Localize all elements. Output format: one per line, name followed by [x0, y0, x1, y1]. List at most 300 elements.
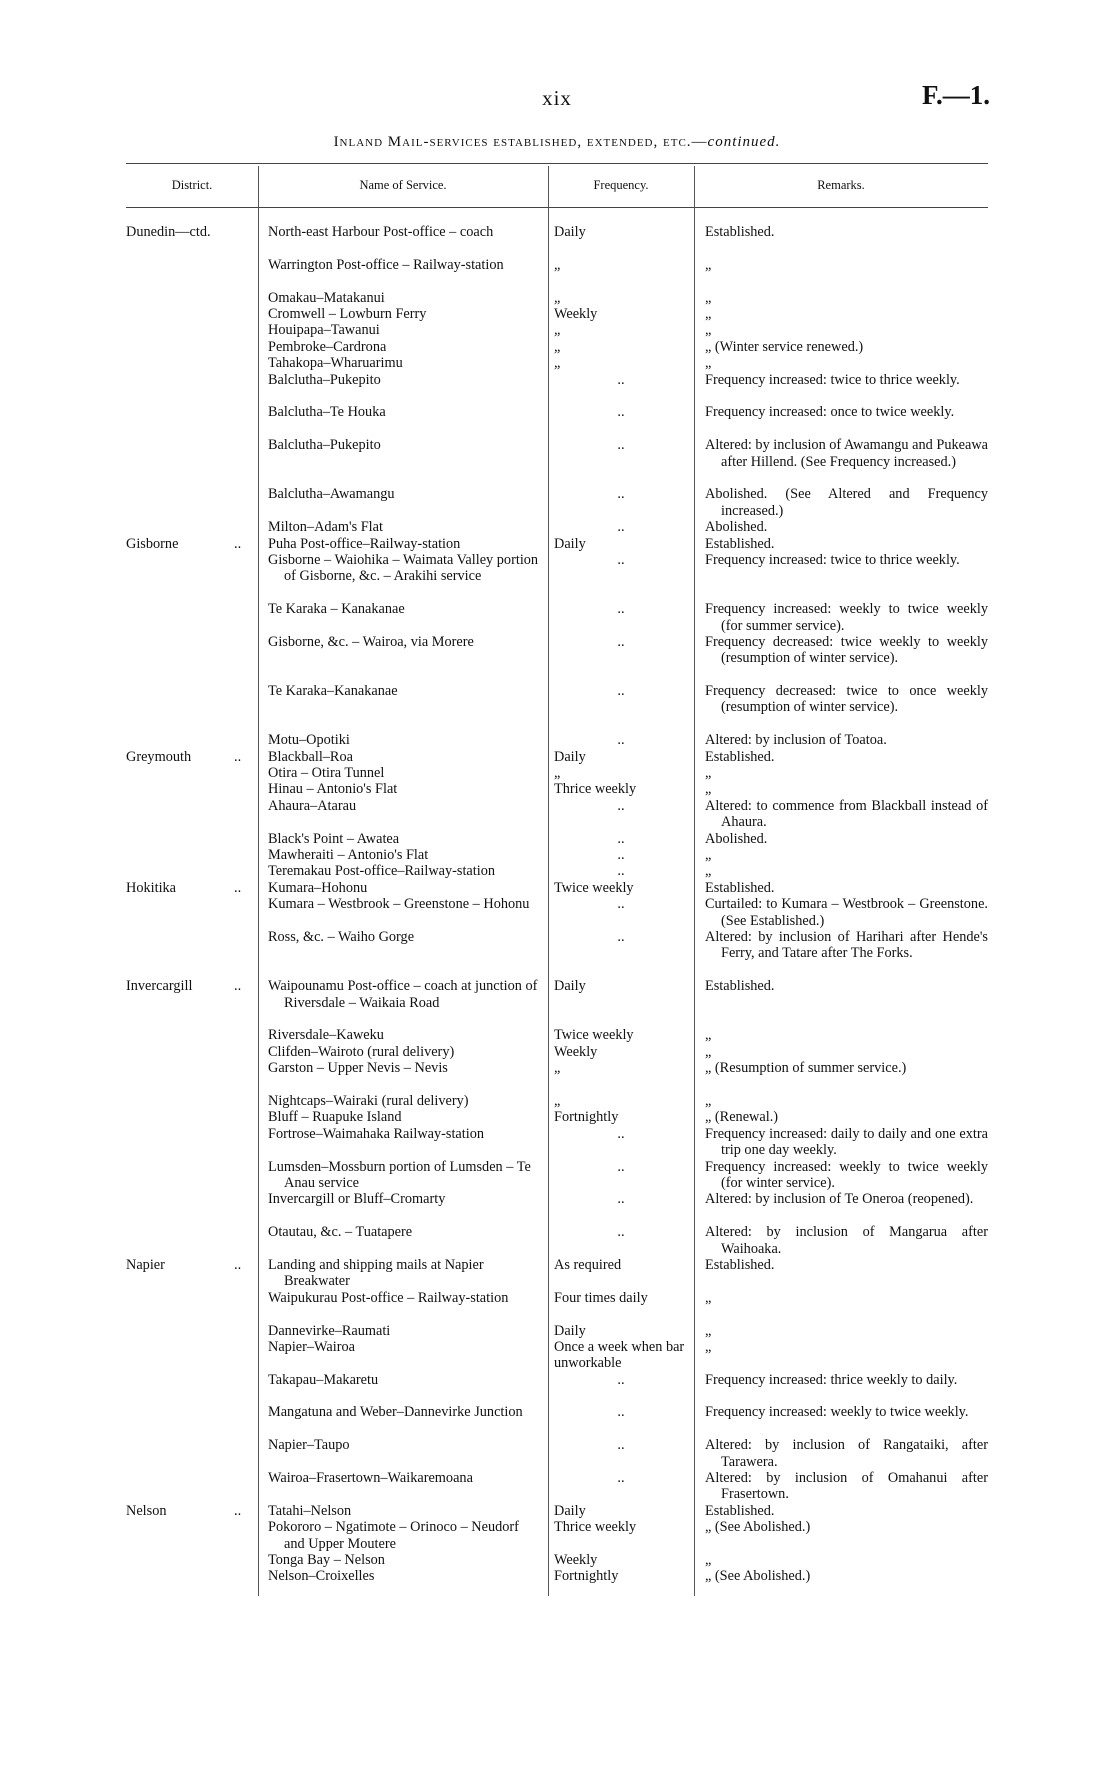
remarks-text: Abolished. (See Altered and Frequency increased.) [705, 486, 988, 519]
frequency-text: .. [617, 486, 625, 503]
table-row [0, 1470, 1114, 1503]
table-row [0, 1159, 1114, 1192]
remarks-text: „ [705, 1043, 712, 1060]
service-name-text: Balclutha–Pukepito [268, 437, 381, 454]
table-row [0, 1552, 1114, 1568]
service-name-text: Napier–Wairoa [268, 1338, 355, 1355]
frequency-text: .. [617, 633, 625, 650]
table-row [0, 1044, 1114, 1060]
frequency-cell [554, 552, 688, 568]
service-name-text: Motu–Opotiki [268, 732, 350, 749]
frequency-cell [554, 683, 688, 699]
service-name-text: Tatahi–Nelson [268, 1502, 352, 1519]
remarks-text: Established. [705, 978, 775, 995]
frequency-cell [554, 1503, 688, 1519]
service-name-cell [268, 536, 540, 552]
service-name-text: Dannevirke–Raumati [268, 1322, 391, 1339]
frequency-cell [554, 1159, 688, 1175]
service-name-cell [268, 798, 540, 814]
remarks-cell [705, 1044, 988, 1060]
frequency-text: .. [617, 732, 625, 749]
remarks-text: „ [705, 1092, 712, 1109]
table-row [0, 306, 1114, 322]
service-name-text: Waipounamu Post-office – coach at junction of Riversdale – Waikaia Road [268, 978, 538, 1011]
table-row [0, 1224, 1114, 1257]
service-name-text: Waipukurau Post-office – Railway-station [268, 1289, 509, 1306]
frequency-text: Four times daily [554, 1289, 648, 1306]
remarks-cell [705, 929, 988, 962]
remarks-text: Altered: by inclusion of Mangarua after Waihoaka. [705, 1224, 988, 1257]
service-name-cell [268, 1437, 540, 1453]
remarks-cell [705, 847, 988, 863]
frequency-text: Daily [554, 224, 586, 240]
service-name-cell [268, 978, 540, 1011]
table-row [0, 896, 1114, 929]
table-row [0, 765, 1114, 781]
service-name-text: Pokororo – Ngatimote – Orinoco – Neudorf and Upper Moutere [268, 1519, 519, 1552]
frequency-text: Thrice weekly [554, 781, 637, 798]
remarks-cell [705, 1372, 988, 1388]
table-row [0, 1519, 1114, 1552]
remarks-text: „ [705, 1027, 712, 1044]
remarks-text: Frequency increased: weekly to twice weekly (for winter service). [705, 1158, 988, 1191]
remarks-cell [705, 536, 988, 552]
remarks-cell [705, 1159, 988, 1192]
remarks-cell [705, 1470, 988, 1503]
table-row [0, 1323, 1114, 1339]
remarks-text: Frequency increased: once to twice weekly. [705, 404, 955, 421]
frequency-cell [554, 1519, 688, 1535]
page-title [0, 134, 1114, 151]
service-name-text: Mangatuna and Weber–Dannevirke Junction [268, 1404, 523, 1421]
service-name-text: Takapau–Makaretu [268, 1371, 379, 1388]
remarks-cell [705, 1093, 988, 1109]
frequency-text: .. [617, 1371, 625, 1388]
remarks-cell [705, 339, 988, 355]
frequency-text: Daily [554, 1322, 586, 1339]
frequency-cell [554, 536, 688, 552]
remarks-cell [705, 1437, 988, 1470]
frequency-text: Weekly [554, 1043, 598, 1060]
service-name-cell [268, 880, 540, 896]
service-name-cell [268, 1404, 540, 1420]
remarks-text: Established. [705, 1256, 775, 1273]
remarks-cell [705, 781, 988, 797]
service-name-text: Ross, &c. – Waiho Gorge [268, 928, 415, 945]
service-name-cell [268, 1503, 540, 1519]
remarks-text: „ [705, 322, 712, 339]
remarks-cell [705, 1552, 988, 1568]
frequency-cell [554, 765, 688, 781]
frequency-cell [554, 831, 688, 847]
header-top-rule [126, 163, 988, 164]
table-row [0, 486, 1114, 519]
frequency-cell [554, 1437, 688, 1453]
table-row [0, 863, 1114, 879]
frequency-text: Thrice weekly [554, 1519, 637, 1536]
frequency-cell [554, 306, 688, 322]
remarks-cell [705, 437, 988, 470]
service-name-cell [268, 765, 540, 781]
frequency-cell [554, 1404, 688, 1420]
remarks-text: Altered: by inclusion of Rangataiki, after Tarawera. [705, 1437, 988, 1470]
frequency-cell [554, 1093, 688, 1109]
frequency-cell [554, 339, 688, 355]
service-name-cell [268, 1224, 540, 1240]
service-name-text: Bluff – Ruapuke Island [268, 1109, 402, 1126]
service-name-cell [268, 929, 540, 945]
remarks-text: Frequency increased: thrice weekly to daily. [705, 1371, 958, 1388]
frequency-cell [554, 322, 688, 338]
district-cell: Nelson .. [126, 1502, 242, 1519]
frequency-cell [554, 1126, 688, 1142]
frequency-text: „ [554, 338, 561, 355]
service-name-text: Hinau – Antonio's Flat [268, 781, 398, 798]
service-name-text: Puha Post-office–Railway-station [268, 535, 461, 552]
frequency-cell [554, 372, 688, 388]
remarks-text: „ [705, 305, 712, 322]
remarks-text: „ [705, 1289, 712, 1306]
frequency-text: .. [617, 1404, 625, 1421]
frequency-text: „ [554, 256, 561, 273]
remarks-text: „ (See Abolished.) [705, 1568, 811, 1585]
service-name-text: Balclutha–Awamangu [268, 486, 395, 503]
service-name-text: Te Karaka – Kanakanae [268, 601, 405, 618]
frequency-text: „ [554, 1060, 561, 1077]
table-row [0, 1027, 1114, 1043]
remarks-text: Established. [705, 1502, 775, 1519]
remarks-cell [705, 1060, 988, 1076]
remarks-text: Established. [705, 748, 775, 765]
frequency-text: .. [617, 1437, 625, 1454]
remarks-cell [705, 732, 988, 748]
service-name-text: Gisborne, &c. – Wairoa, via Morere [268, 633, 474, 650]
service-name-text: Gisborne – Waiohika – Waimata Valley portion of Gisborne, &c. – Arakihi service [268, 551, 539, 585]
table-row [0, 290, 1114, 306]
service-name-cell [268, 339, 540, 355]
service-name-cell [268, 896, 540, 912]
service-name-cell [268, 1519, 540, 1552]
service-name-cell [268, 552, 540, 585]
remarks-text: Frequency decreased: twice weekly to weekly (resumption of winter service). [705, 633, 988, 667]
frequency-text: .. [617, 1191, 625, 1208]
table-row [0, 847, 1114, 863]
service-name-cell [268, 683, 540, 699]
remarks-cell [705, 1339, 988, 1355]
frequency-cell [554, 732, 688, 748]
remarks-cell [705, 486, 988, 519]
service-name-cell [268, 634, 540, 650]
remarks-text: „ (Winter service renewed.) [705, 338, 864, 355]
frequency-cell [554, 880, 688, 896]
remarks-cell [705, 1568, 988, 1584]
remarks-cell [705, 765, 988, 781]
remarks-text: Frequency decreased: twice to once weekly (resumption of winter service). [705, 683, 988, 716]
frequency-cell [554, 1027, 688, 1043]
service-name-text: Pembroke–Cardrona [268, 338, 387, 355]
frequency-text: As required [554, 1256, 622, 1273]
table-row [0, 1339, 1114, 1372]
frequency-text: Fortnightly [554, 1109, 619, 1126]
service-name-cell [268, 519, 540, 535]
frequency-cell [554, 1109, 688, 1125]
service-name-text: Kumara – Westbrook – Greenstone – Hohonu [268, 896, 530, 913]
remarks-cell [705, 1323, 988, 1339]
table-row [0, 536, 1114, 552]
district-text: Nelson [126, 1502, 167, 1519]
table-row [0, 1372, 1114, 1405]
remarks-cell [705, 831, 988, 847]
frequency-text: Weekly [554, 305, 598, 322]
remarks-text: Abolished. [705, 519, 768, 536]
remarks-text: Altered: by inclusion of Toatoa. [705, 732, 887, 749]
table-row [0, 257, 1114, 290]
frequency-text: .. [617, 830, 625, 847]
service-name-text: Blackball–Roa [268, 748, 353, 765]
service-name-cell [268, 831, 540, 847]
frequency-cell [554, 1290, 688, 1306]
frequency-text: „ [554, 289, 561, 306]
frequency-text: .. [617, 847, 625, 864]
remarks-text: Altered: by inclusion of Harihari after Hende's Ferry, and Tatare after The Forks. [705, 928, 988, 962]
frequency-text: „ [554, 355, 561, 372]
table-row [0, 1060, 1114, 1093]
remarks-text: Frequency increased: twice to thrice weekly. [705, 371, 960, 388]
frequency-cell [554, 929, 688, 945]
service-name-cell [268, 1191, 540, 1207]
service-name-cell [268, 1568, 540, 1584]
remarks-cell [705, 306, 988, 322]
service-name-cell [268, 1290, 540, 1306]
service-name-text: Milton–Adam's Flat [268, 519, 383, 536]
remarks-cell [705, 1224, 988, 1257]
remarks-cell [705, 1519, 988, 1535]
service-name-text: Otautau, &c. – Tuatapere [268, 1224, 413, 1241]
remarks-text: „ [705, 355, 712, 372]
frequency-text: Daily [554, 1502, 586, 1519]
remarks-text: Altered: by inclusion of Awamangu and Pukeawa after Hillend. (See Frequency increased.) [705, 437, 988, 470]
remarks-cell [705, 634, 988, 667]
service-name-text: Nelson–Croixelles [268, 1568, 375, 1585]
service-name-text: Balclutha–Te Houka [268, 404, 386, 421]
remarks-cell [705, 224, 988, 240]
service-name-text: Warrington Post-office – Railway-station [268, 256, 504, 273]
service-name-text: Omakau–Matakanui [268, 289, 385, 306]
district-cell: Gisborne .. [126, 535, 242, 552]
remarks-cell [705, 1109, 988, 1125]
frequency-cell [554, 290, 688, 306]
frequency-cell [554, 257, 688, 273]
remarks-cell [705, 404, 988, 420]
district-text: Invercargill [126, 978, 193, 995]
district-text: Hokitika [126, 879, 177, 896]
service-name-text: Black's Point – Awatea [268, 830, 400, 847]
service-name-text: Napier–Taupo [268, 1437, 350, 1454]
remarks-text: „ [705, 289, 712, 306]
document-reference: F.—1. [922, 80, 991, 110]
frequency-cell [554, 847, 688, 863]
frequency-cell [554, 1224, 688, 1240]
frequency-text: Twice weekly [554, 1027, 634, 1044]
table-row [0, 437, 1114, 486]
frequency-text: Daily [554, 748, 586, 765]
remarks-text: Altered: to commence from Blackball instead of Ahaura. [705, 797, 988, 831]
remarks-cell [705, 880, 988, 896]
remarks-text: „ [705, 847, 712, 864]
remarks-text: „ (Resumption of summer service.) [705, 1060, 907, 1077]
frequency-cell [554, 749, 688, 765]
service-name-text: Kumara–Hohonu [268, 879, 368, 896]
remarks-cell [705, 552, 988, 568]
frequency-cell [554, 224, 688, 240]
remarks-cell [705, 1126, 988, 1159]
table-row [0, 1404, 1114, 1437]
remarks-text: „ (Renewal.) [705, 1109, 779, 1126]
remarks-text: „ [705, 863, 712, 880]
table-row [0, 683, 1114, 732]
frequency-cell [554, 863, 688, 879]
table-row [0, 1093, 1114, 1109]
remarks-text: Frequency increased: daily to daily and one extra trip one day weekly. [705, 1125, 988, 1159]
table-row [0, 552, 1114, 601]
service-name-cell [268, 847, 540, 863]
service-name-cell [268, 1027, 540, 1043]
remarks-cell [705, 749, 988, 765]
service-name-text: Landing and shipping mails at Napier Breakwater [268, 1256, 484, 1290]
district-text: Gisborne [126, 535, 179, 552]
frequency-text: Fortnightly [554, 1568, 619, 1585]
frequency-text: „ [554, 322, 561, 339]
frequency-text: Twice weekly [554, 879, 634, 896]
service-name-cell [268, 437, 540, 453]
service-name-cell [268, 781, 540, 797]
frequency-text: .. [617, 404, 625, 421]
header-bottom-rule [126, 207, 988, 208]
title-continued: continued. [707, 134, 781, 150]
table-row [0, 798, 1114, 831]
table-row [0, 634, 1114, 683]
service-name-text: Tahakopa–Wharuarimu [268, 355, 403, 372]
remarks-cell [705, 257, 988, 273]
service-name-cell [268, 863, 540, 879]
frequency-cell [554, 798, 688, 814]
column-header-remarks: Remarks. [817, 178, 865, 192]
remarks-text: Frequency increased: weekly to twice weekly (for summer service). [705, 601, 988, 634]
service-name-text: Lumsden–Mossburn portion of Lumsden – Te Anau service [268, 1158, 531, 1191]
table-row [0, 601, 1114, 634]
service-name-cell [268, 322, 540, 338]
frequency-text: .. [617, 928, 625, 945]
service-name-text: Nightcaps–Wairaki (rural delivery) [268, 1092, 469, 1109]
district-text: Napier [126, 1256, 165, 1273]
table-row [0, 831, 1114, 847]
district-cell: Napier .. [126, 1256, 242, 1273]
remarks-cell [705, 372, 988, 388]
frequency-text: .. [617, 683, 625, 700]
table-row [0, 749, 1114, 765]
table-row [0, 1437, 1114, 1470]
remarks-text: „ [705, 1338, 712, 1355]
table-row [0, 978, 1114, 1027]
frequency-text: .. [617, 863, 625, 880]
table-row [0, 880, 1114, 896]
remarks-text: „ [705, 781, 712, 798]
remarks-text: „ [705, 765, 712, 782]
remarks-cell [705, 896, 988, 929]
frequency-cell [554, 1044, 688, 1060]
frequency-text: Daily [554, 978, 586, 995]
district-cell: Greymouth .. [126, 748, 242, 765]
remarks-text: Established. [705, 879, 775, 896]
frequency-cell [554, 355, 688, 371]
remarks-cell [705, 978, 988, 994]
frequency-text: Daily [554, 535, 586, 552]
service-name-text: North-east Harbour Post-office – coach [268, 224, 494, 240]
remarks-cell [705, 519, 988, 535]
service-name-text: Invercargill or Bluff–Cromarty [268, 1191, 446, 1208]
frequency-text: Once a week when bar unworkable [554, 1338, 685, 1372]
remarks-text: „ (See Abolished.) [705, 1519, 811, 1536]
title-main: Inland Mail-services established, extended, etc.— [333, 134, 708, 150]
service-name-cell [268, 486, 540, 502]
remarks-text: „ [705, 1552, 712, 1569]
frequency-text: .. [617, 1470, 625, 1487]
frequency-text: .. [617, 1125, 625, 1142]
table-row [0, 224, 1114, 257]
mail-services-table [0, 224, 1114, 1585]
frequency-text: .. [617, 601, 625, 618]
service-name-text: Garston – Upper Nevis – Nevis [268, 1060, 448, 1077]
service-name-text: Te Karaka–Kanakanae [268, 683, 398, 700]
table-row [0, 1126, 1114, 1159]
column-header-frequency: Frequency. [593, 178, 649, 192]
service-name-cell [268, 290, 540, 306]
service-name-cell [268, 1060, 540, 1076]
remarks-cell [705, 1404, 988, 1420]
frequency-text: .. [617, 551, 625, 568]
remarks-cell [705, 863, 988, 879]
district-cell [126, 224, 266, 240]
service-name-text: Riversdale–Kaweku [268, 1027, 384, 1044]
frequency-cell [554, 486, 688, 502]
remarks-cell [705, 1503, 988, 1519]
service-name-cell [268, 355, 540, 371]
frequency-cell [554, 1060, 688, 1076]
district-cell: Invercargill .. [126, 978, 242, 995]
frequency-text: .. [617, 519, 625, 536]
frequency-text: Weekly [554, 1552, 598, 1569]
frequency-text: .. [617, 896, 625, 913]
service-name-cell [268, 1109, 540, 1125]
service-name-cell [268, 1552, 540, 1568]
service-name-text: Mawheraiti – Antonio's Flat [268, 847, 429, 864]
frequency-cell [554, 1372, 688, 1388]
service-name-cell [268, 1044, 540, 1060]
table-row [0, 1568, 1114, 1584]
remarks-text: Altered: by inclusion of Te Oneroa (reopened). [705, 1191, 974, 1208]
remarks-text: Altered: by inclusion of Omahanui after Frasertown. [705, 1470, 988, 1503]
service-name-cell [268, 732, 540, 748]
table-row [0, 929, 1114, 978]
service-name-cell [268, 404, 540, 420]
table-row [0, 1191, 1114, 1224]
frequency-text: „ [554, 1092, 561, 1109]
table-row [0, 1257, 1114, 1290]
remarks-text: Established. [705, 535, 775, 552]
frequency-text: .. [617, 371, 625, 388]
service-name-text: Teremakau Post-office–Railway-station [268, 863, 496, 880]
service-name-cell [268, 1372, 540, 1388]
